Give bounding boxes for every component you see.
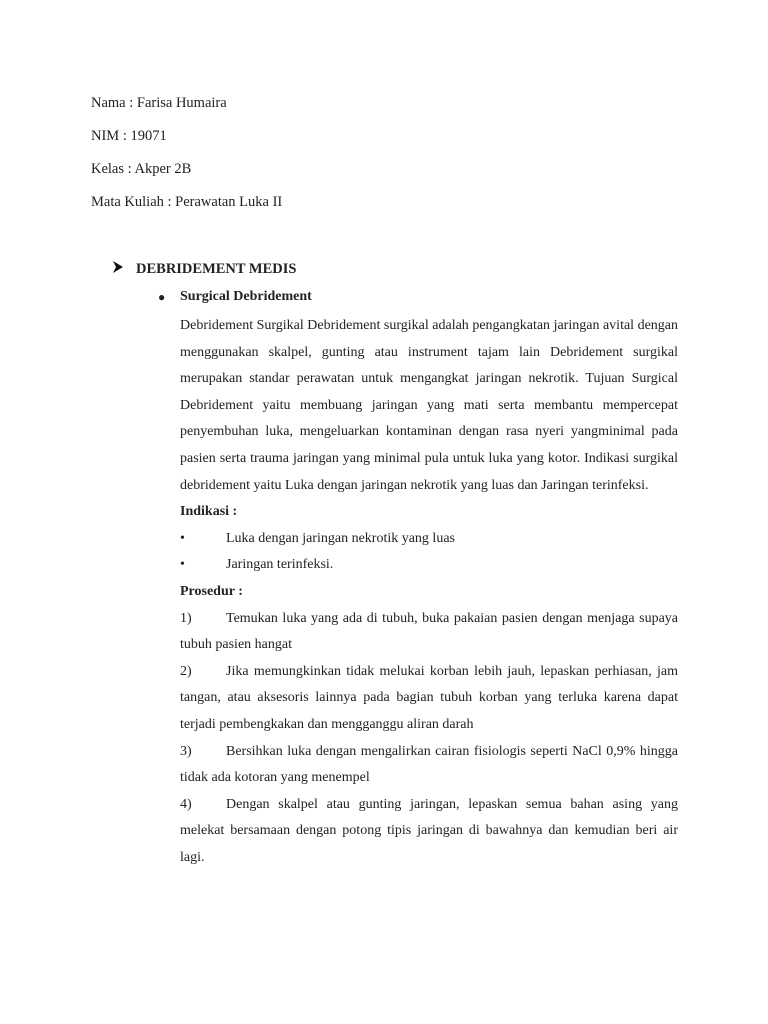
- bullet-mark: •: [180, 557, 185, 573]
- section-title: DEBRIDEMENT MEDIS: [136, 261, 297, 277]
- intro-paragraph: Debridement Surgikal Debridement surgikal adalah pengangkatan jaringan avital dengan menggunakan skalpel, gunting atau instrument tajam lain Debridement surgikal merupakan standar perawatan untuk mengangkat jaringan nekrotik. Tujuan Surgical Debridement yaitu membuang jaringan yang mati serta membantu mempercepat penyembuhan luka, mengeluarkan kontaminan dengan rasa nyeri yangminimal pada pasien serta trauma jaringan yang minimal pula untuk luka yang kotor. Indikasi surgikal debridement yaitu Luka dengan jaringan nekrotik yang luas dan Jaringan terinfeksi.: [180, 318, 678, 493]
- arrow-bullet-icon-svg: [112, 261, 124, 273]
- subsection-heading: [158, 286, 312, 308]
- subsection-title: Surgical Debridement: [180, 289, 312, 304]
- arrow-bullet-icon: [112, 258, 136, 280]
- student-nim: NIM : 19071: [91, 128, 167, 144]
- step-number: 4): [180, 796, 192, 812]
- section-heading: [112, 258, 296, 280]
- procedure-step: [180, 659, 678, 739]
- step-number: 1): [180, 610, 192, 626]
- student-name: Nama : Farisa Humaira: [91, 95, 227, 111]
- procedure-step: [180, 792, 678, 872]
- step-text: Bersihkan luka dengan mengalirkan cairan fisiologis seperti NaCl 0,9% hingga tidak ada kotoran yang menempel: [180, 743, 678, 786]
- step-number: 2): [180, 663, 192, 679]
- list-item: [180, 526, 678, 553]
- step-text: Temukan luka yang ada di tubuh, buka pakaian pasien dengan menjaga supaya tubuh pasien hangat: [180, 610, 678, 653]
- list-item-text: Jaringan terinfeksi.: [226, 557, 334, 573]
- course-name: Mata Kuliah : Perawatan Luka II: [91, 194, 283, 210]
- list-item-text: Luka dengan jaringan nekrotik yang luas: [226, 530, 455, 546]
- step-number: 3): [180, 743, 192, 759]
- student-info: [91, 93, 282, 225]
- list-item: [180, 552, 678, 579]
- procedure-step: [180, 606, 678, 659]
- bullet-mark: •: [180, 530, 185, 546]
- round-bullet-icon: ●: [158, 290, 166, 304]
- step-text: Dengan skalpel atau gunting jaringan, lepaskan semua bahan asing yang melekat bersamaan dengan potong tipis jaringan di bawahnya dan kemudian beri air lagi.: [180, 796, 678, 865]
- student-class: Kelas : Akper 2B: [91, 161, 192, 177]
- indikasi-heading: Indikasi :: [180, 504, 238, 520]
- step-text: Jika memungkinkan tidak melukai korban lebih jauh, lepaskan perhiasan, jam tangan, atau aksesoris lainnya pada bagian tubuh korban yang terluka karena dapat terjadi pembengkakan dan mengganggu aliran darah: [180, 663, 678, 732]
- section-body: [180, 313, 678, 871]
- prosedur-heading: Prosedur :: [180, 583, 243, 599]
- procedure-step: [180, 739, 678, 792]
